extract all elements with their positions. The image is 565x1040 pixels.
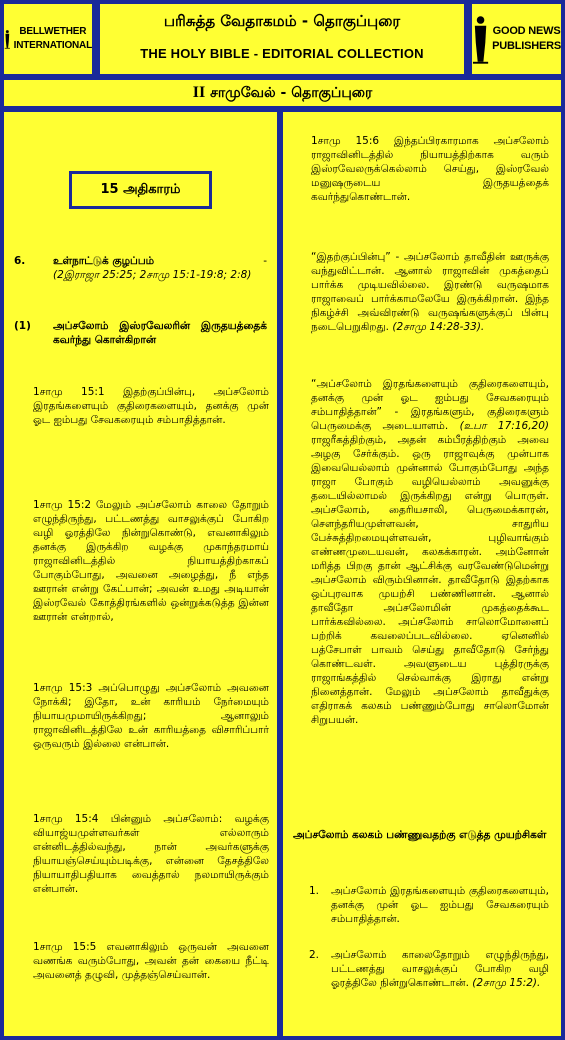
commentary-text: “இதற்குப்பின்பு” - அப்சலோம் தாவீதின் ஊருக்கு வந்துவிட்டான். ஆனால் ராஜாவின் முகத்தைப் பார்க்க முடியவில்லை. இரண்டு வருஷமாக ராஜாவைப் பார்க்காமலேயே இருக்கிறான். இந்த நிகழ்ச்சி அவ்விரண்டு வருஷங்களுக்குப் பின்பு நடைபெறுகிறது. <box>311 251 549 333</box>
list-item <box>309 948 549 990</box>
section-reference: (2இராஜா 25:25; 2சாமு 15:1-19:8; 2:8) <box>53 269 252 281</box>
commentary-text: “அப்சலோம் இரதங்களையும் குதிரைகளையும், தனக்கு முன் ஓட ஐம்பது சேவகரையும் சம்பாதித்தான்” - இரதங்களும், குதிரைகளும் பெருமைக்கு அடையாளம். <box>311 378 549 432</box>
list-text: அப்சலோம் இரதங்களையும் குதிரைகளையும், தனக்கு முன் ஓட ஐம்பது சேவகரையும் சம்பாதித்தான். <box>331 885 549 925</box>
verse-paragraph: 1சாமு 15:4 பின்னும் அப்சலோம்: வழக்கு வியாஜ்யமுள்ளவர்கள் எல்லாரும் என்னிடத்தில்வந்து, நான் அவர்களுக்கு நியாயஞ்செய்யும்படிக்கு, என்னை தேசத்திலே நியாயாதிபதியாக வைத்தால் நலமாயிருக்கும் என்பான். <box>33 813 269 895</box>
good-news-logo <box>472 4 561 74</box>
header-title-box <box>100 4 464 74</box>
book-subtitle: சாமுவேல் - தொகுப்புரை <box>210 85 373 101</box>
subsection-number: (1) <box>14 320 31 332</box>
commentary-reference: (2சாமு 14:28-33). <box>392 321 485 333</box>
bellwether-logo <box>4 4 92 74</box>
section-dash: - <box>263 255 267 267</box>
title-tamil: பரிசுத்த வேதாகமம் - தொகுப்புரை <box>163 12 401 30</box>
commentary-reference: (உபா 17:16,20) <box>459 420 549 432</box>
attempts-heading: அப்சலோம் கலகம் பண்ணுவதற்கு எடுத்த முயற்சிகள் <box>293 829 547 841</box>
commentary-paragraph <box>311 377 549 727</box>
list-text: அப்சலோம் காலைதோறும் எழுந்திருந்து, பட்டணத்து வாசலுக்குப் போகிற வழி ஓரத்திலே நின்றுகொண்டான். <box>331 949 549 989</box>
list-number: 2. <box>309 949 320 961</box>
verse-paragraph: 1சாமு 15:1 இதற்குப்பின்பு, அப்சலோம் இரதங்களையும் குதிரைகளையும், தனக்கு முன் ஓட ஐம்பது சேவகரையும் சம்பாதித்தான். <box>33 386 269 426</box>
commentary-text: ராஜரீகத்திற்கும், அதன் கம்பீரத்திற்கும் அவை அழகு சேர்க்கும். ஒரு ராஜாவுக்கு முன்பாக இவையெல்லாம் முன்னால் போகும்போது அந்த ராஜா போகும் வழியெல்லாம் அவனுக்கு தடையில்லாமல் இருக்கிறது என்று பொருள். அப்சலோம், தைரியசாலி, பெருமைக்காரன், சௌந்தரியமுள்ளவன், சாதுரிய பேச்சுத்திறமையுள்ளவன், புழிவாங்கும் எண்ணமுடையவன், கலகக்காரன். அம்னோன் மரித்த பிறகு தான் ஆட்சிக்கு வரவேண்டுமென்று அப்சலோம் விரும்பினான். தாவீதோடு இதற்காக ஒப்புரவாக முயற்சி பண்ணினான். ஆனால் தாவீதோ அப்சலோமின் முகத்தைக்கூட பார்க்கவில்லை. அப்சலோம் சாலொமோனைப் பற்றிக் கவலைப்படவில்லை. ஏனெனில் பத்சேபாள் பாவம் செய்து தாவீதோடு சேர்ந்து கொண்டவள். அவளுடைய புத்திரருக்கு ராஜாங்கத்தில் செல்வாக்கு இராது என்று நினைத்தான். மேலும் அப்சலோம் தாவீதுக்கு எதிராகக் கலகம் பண்ணும்போது சாலொமோன் சிறுபயன். <box>311 434 549 726</box>
section-title: உள்நாட்டுக் குழப்பம் <box>53 255 155 267</box>
logo-left-line2: INTERNATIONAL <box>13 40 92 51</box>
good-news-figure-icon <box>472 13 489 65</box>
list-number: 1. <box>309 885 320 897</box>
subtitle-bar <box>4 80 561 106</box>
logo-right-line1: GOOD NEWS <box>492 25 561 37</box>
right-column <box>283 112 561 1036</box>
verse-paragraph: 1சாமு 15:5 எவனாகிலும் ஒருவன் அவனை வணங்க வரும்போது, அவன் தன் கையை நீட்டி அவனைத் தழுவி, முத்தஞ்செய்வான். <box>33 941 269 981</box>
bellwether-figure-icon <box>4 13 11 65</box>
left-column <box>4 112 277 1036</box>
logo-right-line2: PUBLISHERS <box>492 40 561 52</box>
verse-paragraph: 1சாமு 15:3 அப்பொழுது அப்சலோம் அவனை நோக்கி; இதோ, உன் காரியம் நேர்மையும் நியாயமுமாயிருக்கிறது; ஆனாலும் ராஜாவினிடத்திலே உன் காரியத்தை விசாரிப்பார் ஒருவரும் இல்லை என்பான். <box>33 682 269 750</box>
chapter-heading: 15 அதிகாரம் <box>69 171 212 209</box>
logo-left-line1: BELLWETHER <box>19 26 87 37</box>
verse-paragraph: 1சாமு 15:2 மேலும் அப்சலோம் காலை தோறும் எழுந்திருந்து, பட்டணத்து வாசலுக்குப் போகிற வழி ஓரத்திலே நின்றுகொண்டு, எவனாகிலும் தனக்கு இருக்கிற வழக்கு முகாந்தரமாய் ராஜாவினிடத்தில் நியாயத்திற்காகப் போகும்போது, அவனை அழைத்து, நீ எந்த ஊரான் என்று கேட்பான்; அவன் உமது அடியான் இஸ்ரவேல் கோத்திரங்களில் ஒன்றுக்கடுத்த இன்ன ஊரான் என்றால், <box>33 499 269 623</box>
verse-paragraph: 1சாமு 15:6 இந்தப்பிரகாரமாக அப்சலோம் ராஜாவினிடத்தில் நியாயத்திற்காக வரும் இஸ்ரவேலருக்கெல்லாம் செய்து, இஸ்ரவேல் மனுஷருடைய இருதயத்தைக் கவர்ந்துகொண்டான். <box>311 135 549 203</box>
section-heading <box>53 254 267 282</box>
subsection-title: அப்சலோம் இஸ்ரவேலரின் இருதயத்தைக் கவர்ந்து கொள்கிறான் <box>53 320 267 346</box>
list-item <box>309 884 549 926</box>
section-number: 6. <box>14 255 26 267</box>
list-reference: (2சாமு 15:2). <box>472 977 541 989</box>
book-number: II <box>192 84 206 101</box>
commentary-paragraph <box>311 250 549 334</box>
title-english: THE HOLY BIBLE - EDITORIAL COLLECTION <box>140 46 424 61</box>
